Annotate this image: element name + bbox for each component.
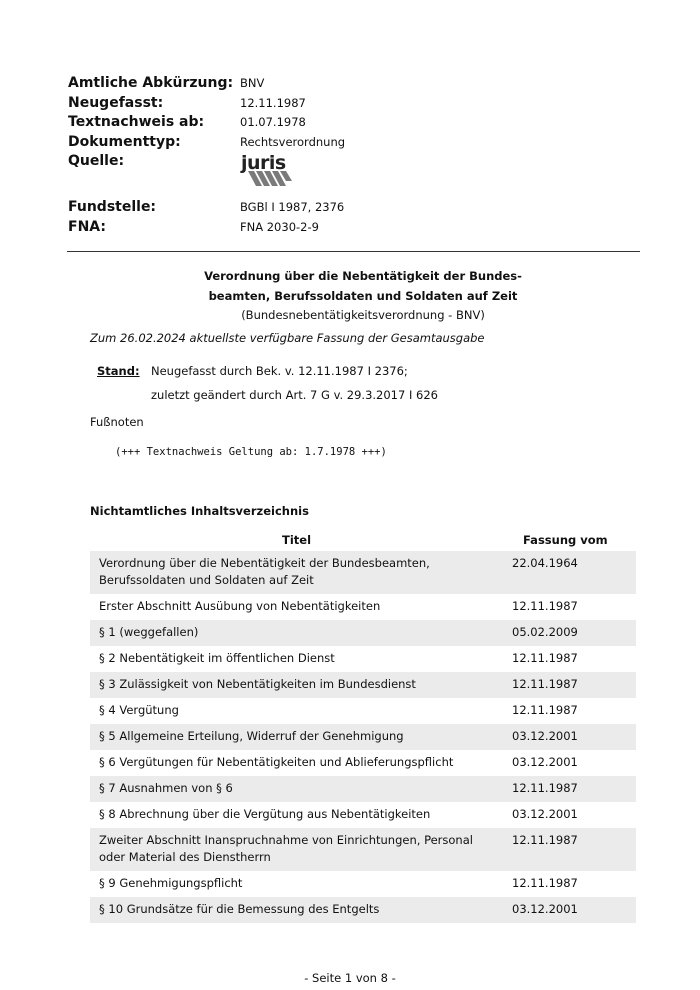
toc-row[interactable] [90,620,636,646]
toc-row-date: 03.12.2001 [512,807,578,821]
toc-row-title[interactable]: § 5 Allgemeine Erteilung, Widerruf der Genehmigung [90,724,503,750]
toc-row-title[interactable]: Verordnung über die Nebentätigkeit der Bundesbeamten, Berufssoldaten und Soldaten auf Zeit [90,551,503,594]
meta-fundstelle [68,198,345,218]
header-divider [67,251,640,252]
toc-col-title: Titel [281,533,312,547]
toc-row[interactable] [90,776,636,802]
toc-row[interactable] [90,828,636,871]
meta-value: Rechtsverordnung [240,134,346,149]
footnotes-label: Fußnoten [90,415,144,429]
toc-row-title[interactable]: § 4 Vergütung [99,703,179,717]
toc-row[interactable] [90,672,636,698]
toc-table [90,529,636,923]
meta-quelle [68,152,345,198]
toc-row-title[interactable]: Erster Abschnitt Ausübung von Nebentätigkeiten [99,599,381,613]
toc-row[interactable] [90,646,636,672]
title-line-2: beamten, Berufssoldaten und Soldaten auf Zeit [208,289,518,303]
toc-row[interactable] [90,802,636,828]
toc-row-date: 12.11.1987 [512,876,578,890]
meta-neugefasst [68,94,345,114]
meta-textnachweis [68,113,345,133]
toc-row-date: 12.11.1987 [503,776,636,802]
toc-row-title[interactable]: Zweiter Abschnitt Inanspruchnahme von Einrichtungen, Personal oder Material des Dienstherrn [90,828,503,871]
title-line-1: Verordnung über die Nebentätigkeit der Bundes- [204,269,522,283]
toc-col-date: Fassung vom [523,533,608,547]
toc-row-date: 03.12.2001 [512,755,578,769]
document-title [90,266,636,324]
meta-dokumenttyp [68,133,345,153]
toc-row-title[interactable]: § 7 Ausnahmen von § 6 [90,776,503,802]
stand-label: Stand: [97,364,140,378]
page-footer: - Seite 1 von 8 - [304,971,396,985]
toc-row-date: 22.04.1964 [503,551,636,594]
toc-row-date: 05.02.2009 [503,620,636,646]
meta-label: Neugefasst: [68,94,164,111]
toc-row-date: 12.11.1987 [512,599,578,613]
toc-row[interactable] [90,551,636,594]
toc-row[interactable] [90,594,636,620]
title-short-name: (Bundesnebentätigkeitsverordnung - BNV) [241,308,485,322]
meta-label: Amtliche Abkürzung: [68,75,234,91]
toc-row-date: 12.11.1987 [512,651,578,665]
toc-row[interactable] [90,698,636,724]
toc-heading: Nichtamtliches Inhaltsverzeichnis [90,504,309,518]
stand-line-1: Neugefasst durch Bek. v. 12.11.1987 I 2376; [151,364,408,378]
meta-value: 12.11.1987 [240,95,306,110]
current-version-note: Zum 26.02.2024 aktuellste verfügbare Fassung der Gesamtausgabe [90,331,485,345]
metadata-block [68,74,345,237]
toc-row-date: 12.11.1987 [503,672,636,698]
juris-logo [240,152,296,187]
meta-label: Quelle: [68,153,125,169]
toc-row-title[interactable]: § 9 Genehmigungspflicht [99,876,243,890]
meta-label: FNA: [68,218,106,235]
stand-line-2: zuletzt geändert durch Art. 7 G v. 29.3.2017 I 626 [151,388,438,402]
juris-logo-icon [240,149,296,187]
toc-row-title[interactable]: § 3 Zulässigkeit von Nebentätigkeiten im Bundesdienst [90,672,503,698]
toc-row-date: 03.12.2001 [503,897,636,923]
toc-row-date: 12.11.1987 [503,828,636,871]
meta-fna [68,218,345,238]
meta-label: Fundstelle: [68,199,157,215]
toc-row-date: 03.12.2001 [503,724,636,750]
toc-row[interactable] [90,871,636,897]
toc-row-date: 12.11.1987 [512,703,578,717]
juris-logo-text: juris [241,152,286,174]
toc-row-title[interactable]: § 6 Vergütungen für Nebentätigkeiten und Ablieferungspflicht [99,755,454,769]
meta-abkuerzung [68,74,345,94]
meta-label: Textnachweis ab: [68,114,205,130]
toc-row[interactable] [90,724,636,750]
toc-row-title[interactable]: § 1 (weggefallen) [90,620,503,646]
meta-label: Dokumenttyp: [68,133,181,150]
toc-row[interactable] [90,750,636,776]
meta-value: BNV [240,76,265,90]
meta-value: FNA 2030-2-9 [240,219,319,234]
toc-row[interactable] [90,897,636,923]
toc-row-title[interactable]: § 10 Grundsätze für die Bemessung des Entgelts [90,897,503,923]
meta-value: 01.07.1978 [240,115,306,129]
footnote-text: (+++ Textnachweis Geltung ab: 1.7.1978 +++) [115,446,387,458]
meta-value: BGBl I 1987, 2376 [240,200,345,214]
toc-row-title[interactable]: § 8 Abrechnung über die Vergütung aus Nebentätigkeiten [99,807,431,821]
toc-row-title[interactable]: § 2 Nebentätigkeit im öffentlichen Dienst [99,651,335,665]
toc-header-row [90,529,636,551]
toc-body [90,551,636,923]
